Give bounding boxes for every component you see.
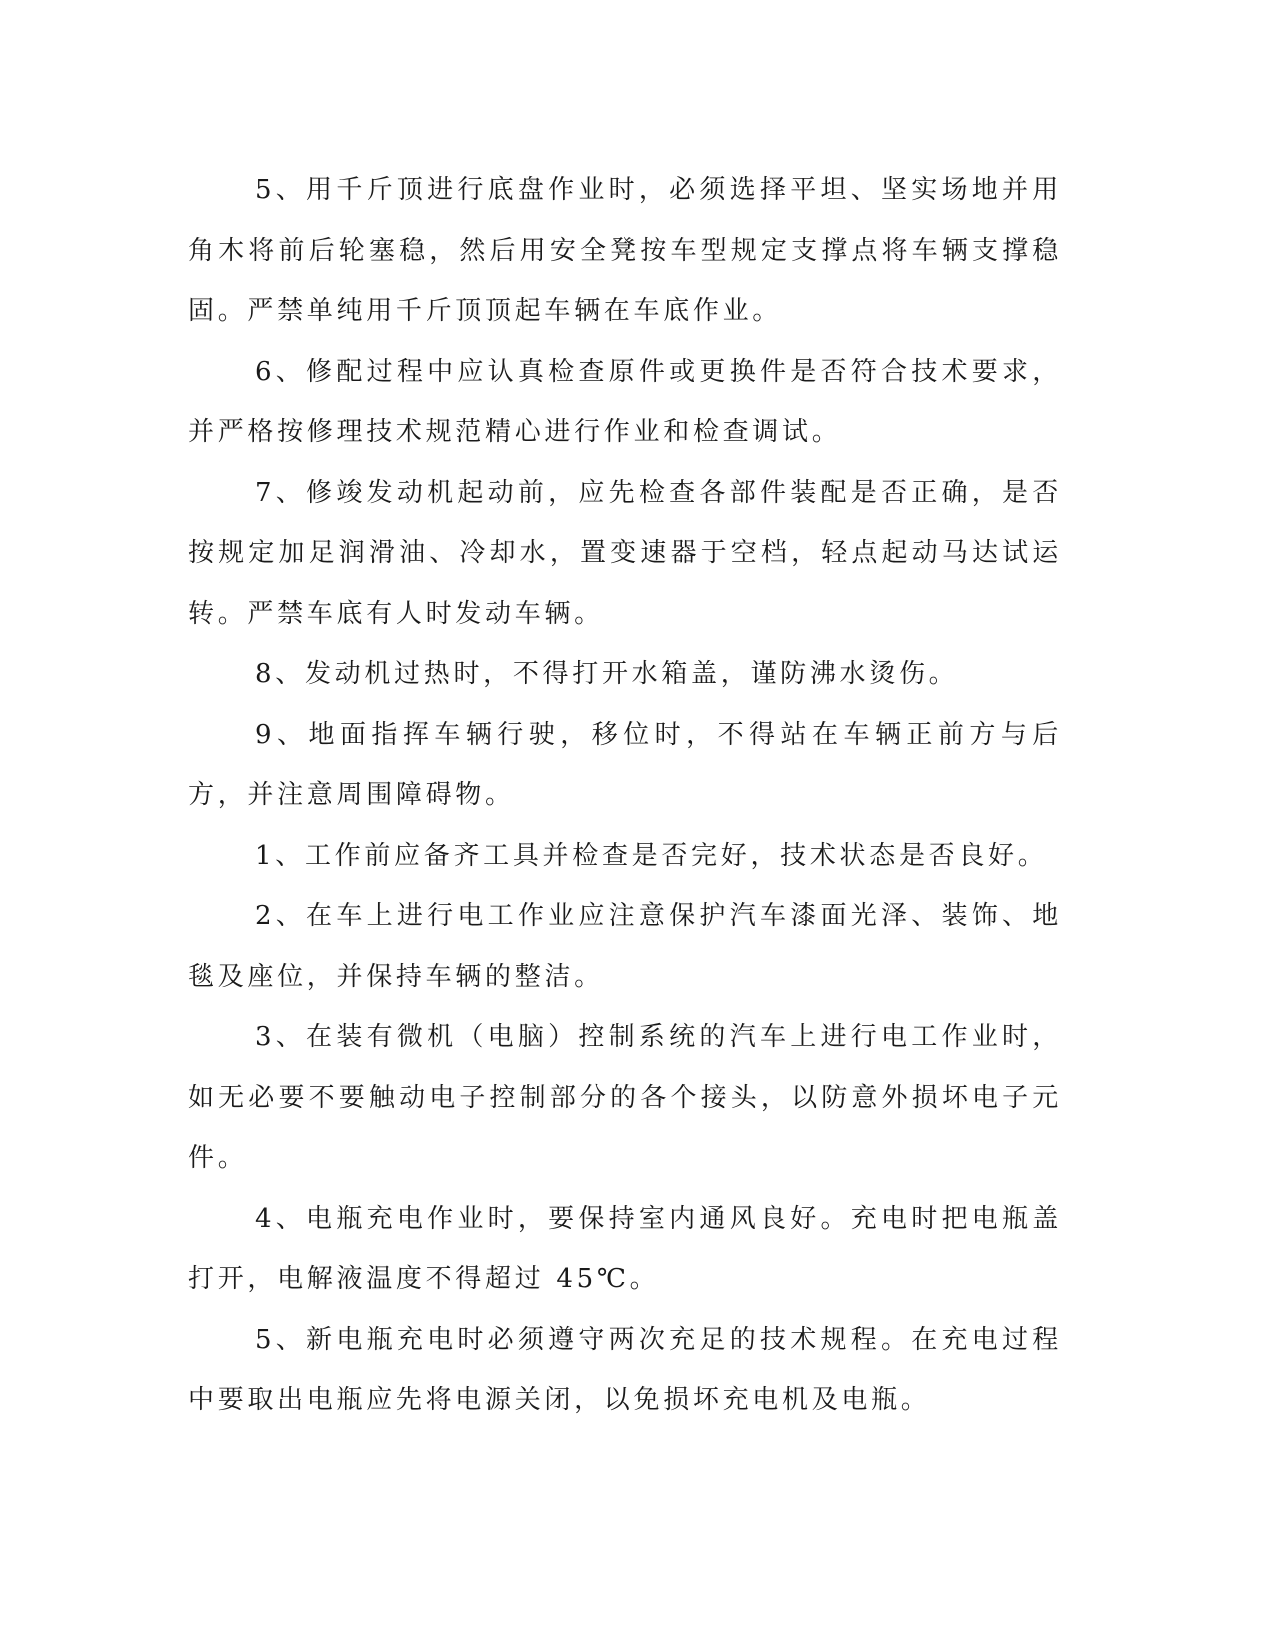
paragraph-new-battery-charging: 5、新电瓶充电时必须遵守两次充足的技术规程。在充电过程中要取出电瓶应先将电源关闭，以免损坏充电机及电瓶。 bbox=[188, 1324, 1062, 1415]
paragraph-engine-start-check: 7、修竣发动机起动前，应先检查各部件装配是否正确，是否按规定加足润滑油、冷却水，置变速器于空档，轻点起动马达试运转。严禁车底有人时发动车辆。 bbox=[188, 477, 1062, 629]
paragraph-engine-overheat: 8、发动机过热时，不得打开水箱盖，谨防沸水烫伤。 bbox=[255, 659, 959, 689]
paragraph-parts-inspection: 6、修配过程中应认真检查原件或更换件是否符合技术要求，并严格按修理技术规范精心进行作业和检查调试。 bbox=[188, 356, 1062, 447]
paragraph-ground-guidance: 9、地面指挥车辆行驶，移位时，不得站在车辆正前方与后方，并注意周围障碍物。 bbox=[188, 719, 1062, 810]
paragraph-battery-charging: 4、电瓶充电作业时，要保持室内通风良好。充电时把电瓶盖打开，电解液温度不得超过 45℃。 bbox=[188, 1203, 1062, 1294]
paragraph-electrical-work-care: 2、在车上进行电工作业应注意保护汽车漆面光泽、装饰、地毯及座位，并保持车辆的整洁。 bbox=[188, 901, 1062, 992]
paragraph-tools-preparation: 1、工作前应备齐工具并检查是否完好，技术状态是否良好。 bbox=[255, 840, 1048, 871]
paragraph-jack-chassis-work: 5、用千斤顶进行底盘作业时，必须选择平坦、坚实场地并用角木将前后轮塞稳，然后用安全凳按车型规定支撑点将车辆支撑稳固。严禁单纯用千斤顶顶起车辆在车底作业。 bbox=[188, 175, 1062, 326]
paragraph-ecu-connectors: 3、在装有微机（电脑）控制系统的汽车上进行电工作业时，如无必要不要触动电子控制部分的各个接头，以防意外损坏电子元件。 bbox=[188, 1022, 1062, 1173]
document-body bbox=[188, 160, 1062, 1431]
